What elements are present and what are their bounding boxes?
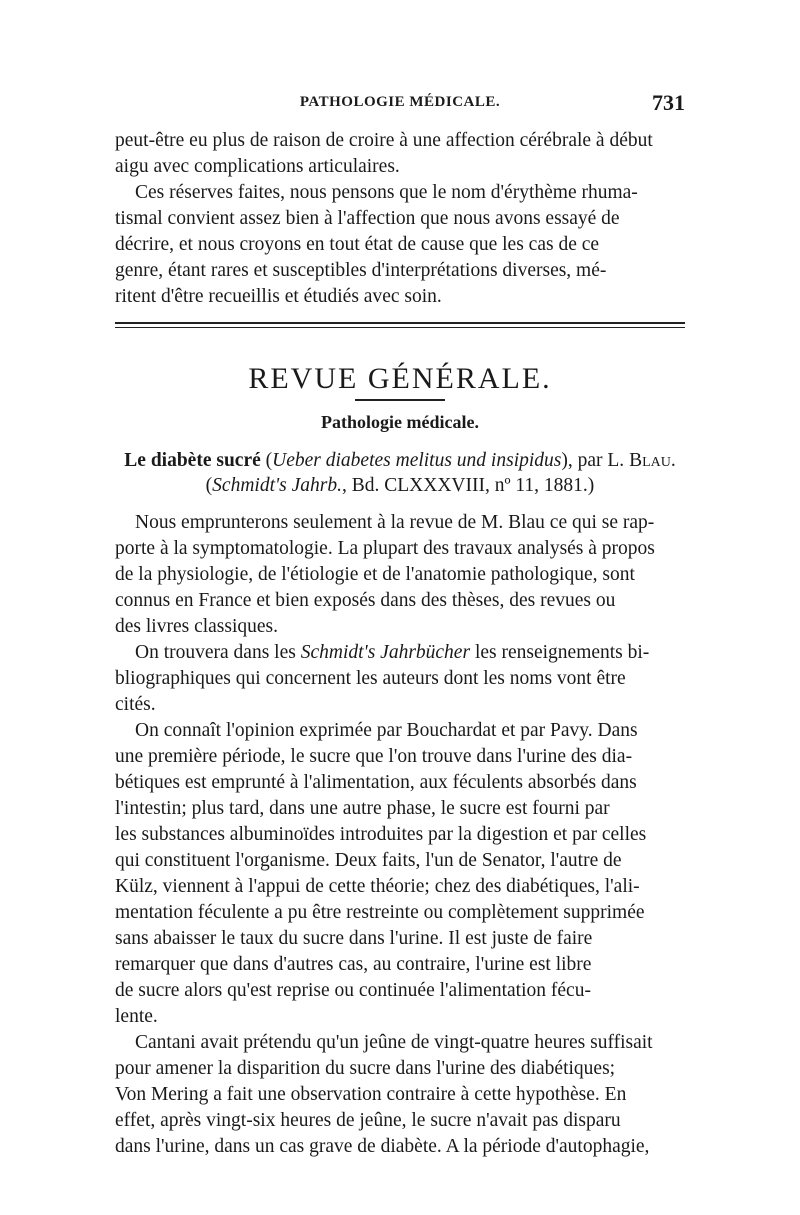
text-line: de la physiologie, de l'étiologie et de l'anatomie pathologique, sont [115, 564, 635, 585]
text-line: connus en France et bien exposés dans des thèses, des revues ou [115, 590, 616, 611]
section-heading: REVUE GÉNÉRALE. [248, 362, 552, 395]
text-line: genre, étant rares et susceptibles d'interprétations diverses, mé- [115, 260, 607, 281]
heading-underline [355, 399, 445, 401]
text-line: Cantani avait prétendu qu'un jeûne de vingt-quatre heures suffisait [135, 1032, 653, 1053]
title-end: . [670, 450, 676, 471]
text-line: bétiques est emprunté à l'alimentation, aux féculents absorbés dans [115, 772, 637, 793]
text-line: ritent d'être recueillis et étudiés avec soin. [115, 286, 442, 307]
text-line: Nous emprunterons seulement à la revue de M. Blau ce qui se rap- [135, 512, 655, 533]
text-line: tismal convient assez bien à l'affection que nous avons essayé de [115, 208, 620, 229]
text-line: une première période, le sucre que l'on trouve dans l'urine des dia- [115, 746, 633, 767]
text-line: remarquer que dans d'autres cas, au contraire, l'urine est libre [115, 954, 592, 975]
page-number: 731 [652, 90, 685, 115]
running-head [115, 90, 685, 120]
text-line: des livres classiques. [115, 616, 279, 637]
text-line: Ces réserves faites, nous pensons que le nom d'érythème rhuma- [135, 182, 638, 203]
text-line: On connaît l'opinion exprimée par Bouchardat et par Pavy. Dans [135, 720, 638, 741]
article-title-lead: Le diabète sucré [124, 450, 261, 471]
text-line: effet, après vingt-six heures de jeûne, le sucre n'avait pas disparu [115, 1110, 621, 1131]
source-journal: Schmidt's Jahrb. [212, 475, 342, 496]
text-line: porte à la symptomatologie. La plupart des travaux analysés à propos [115, 538, 655, 559]
intro-paragraphs [115, 128, 685, 310]
source-details: , Bd. CLXXXVIII, nº 11, 1881.) [342, 475, 595, 496]
text-line: bliographiques qui concernent les auteurs dont les noms vont être [115, 668, 626, 689]
text-line: mentation féculente a pu être restreinte ou complètement supprimée [115, 902, 645, 923]
article-body [115, 510, 685, 1160]
paren-close: ), par L. [561, 450, 630, 471]
article-title [115, 450, 685, 472]
paren-open: ( [265, 450, 273, 471]
text-line: aigu avec complications articulaires. [115, 156, 400, 177]
text-line: l'intestin; plus tard, dans une autre phase, le sucre est fourni par [115, 798, 610, 819]
text-line: de sucre alors qu'est reprise ou continuée l'alimentation fécu- [115, 980, 591, 1001]
text-line: lente. [115, 1006, 158, 1027]
section-divider [115, 322, 685, 328]
text-line: qui constituent l'organisme. Deux faits, l'un de Senator, l'autre de [115, 850, 622, 871]
text-line: dans l'urine, dans un cas grave de diabète. A la période d'autophagie, [115, 1136, 650, 1157]
text-line: les substances albuminoïdes introduites par la digestion et par celles [115, 824, 647, 845]
divider-thin [115, 327, 685, 328]
text-line: sans abaisser le taux du sucre dans l'urine. Il est juste de faire [115, 928, 593, 949]
section-subheading: Pathologie médicale. [321, 412, 479, 432]
article-author: Blau [629, 450, 671, 471]
text-segment: les renseignements bi- [470, 642, 650, 663]
text-line-jahrbucher [115, 640, 685, 666]
running-head-title: PATHOLOGIE MÉDICALE. [299, 94, 501, 110]
text-line: peut-être eu plus de raison de croire à une affection cérébrale à début [115, 130, 653, 151]
text-line: cités. [115, 694, 156, 715]
article-title-german: Ueber diabetes melitus und insipidus [272, 450, 562, 471]
divider-thick [115, 322, 685, 324]
text-line: Von Mering a fait une observation contraire à cette hypothèse. En [115, 1084, 627, 1105]
text-line: Külz, viennent à l'appui de cette théorie; chez des diabétiques, l'ali- [115, 876, 640, 897]
text-line: décrire, et nous croyons en tout état de cause que les cas de ce [115, 234, 600, 255]
article-source [115, 475, 685, 497]
text-line: pour amener la disparition du sucre dans l'urine des diabétiques; [115, 1058, 616, 1079]
text-segment: On trouvera dans les [135, 642, 301, 663]
text-segment-italic: Schmidt's Jahrbücher [300, 642, 471, 663]
source-open: ( [205, 475, 213, 496]
